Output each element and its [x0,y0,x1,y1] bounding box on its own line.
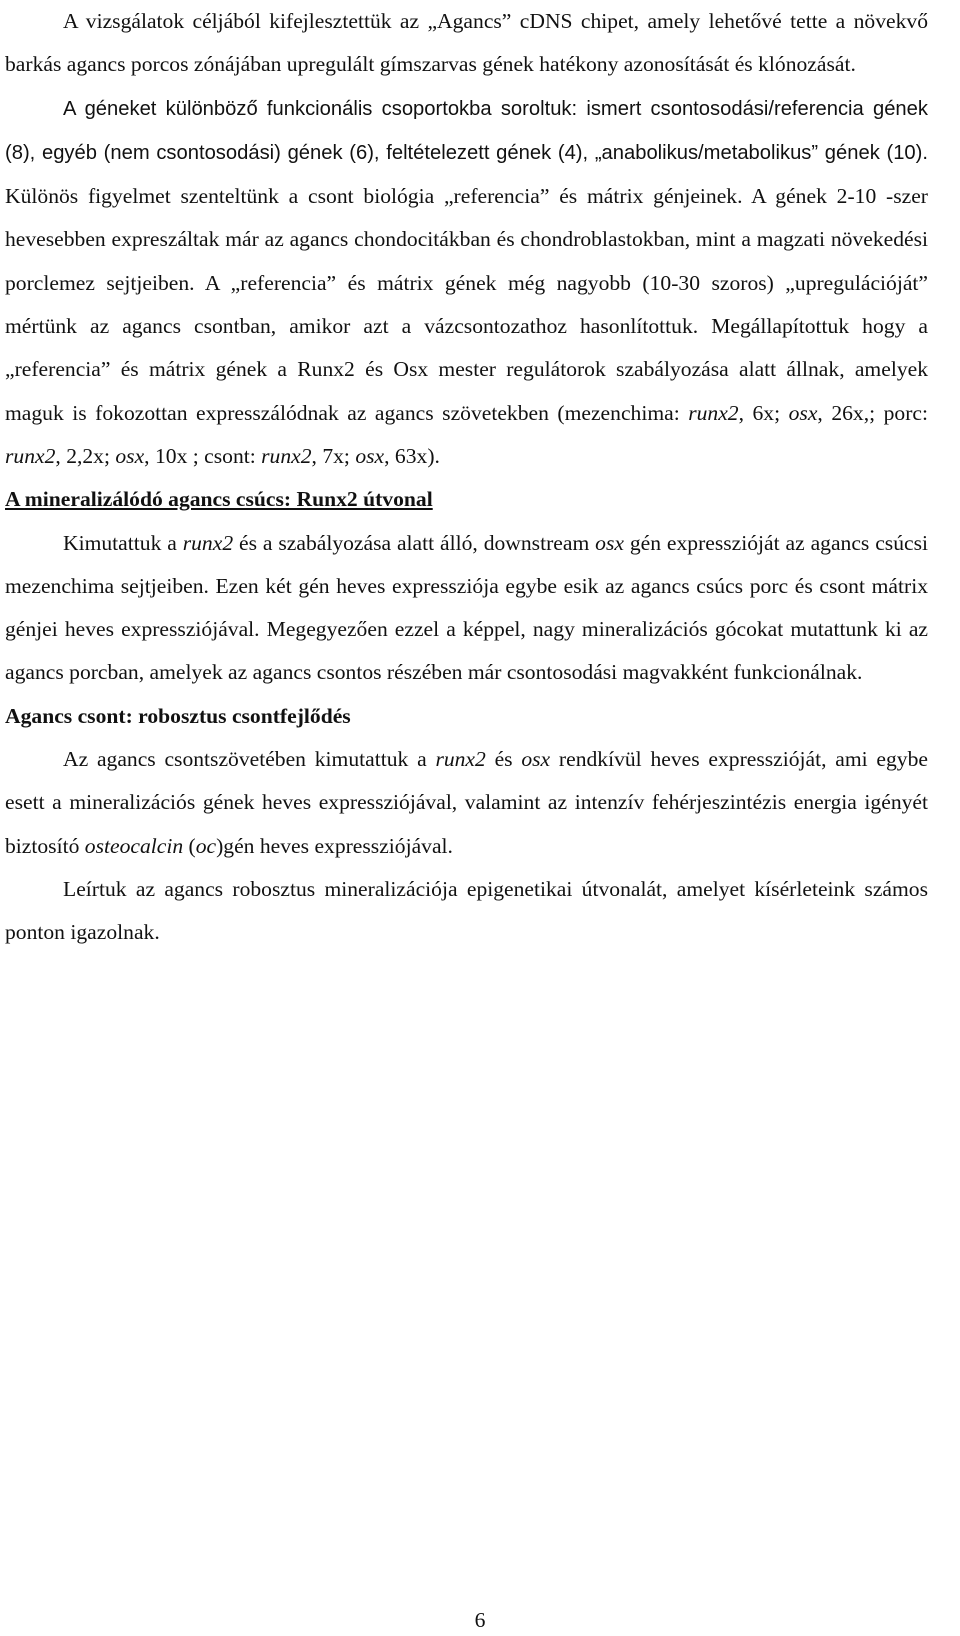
gene-name: osx [355,443,385,468]
paragraph-text-sans: A géneket különböző funkcionális csoportokba soroltuk: ismert csontosodási/referencia gének (8), egyéb (nem csontosodási) gének (6), feltételezett gének (4), „anabolikus/metabolikus” gének (10). [5,97,928,164]
paragraph-conclusion: Leírtuk az agancs robosztus mineralizációja epigenetikai útvonalát, amelyet kísérleteink számos ponton igazolnak. [5,876,928,945]
paragraph-runx2-pathway [5,522,928,695]
paragraph-text: )gén heves expressziójával. [216,833,453,858]
gene-name: osx [115,443,145,468]
paragraph-antler-bone [5,738,928,868]
paragraph-text: és [485,747,522,772]
paragraph-text: rendkívül heves expresszióját, ami egybe esett a mineralizációs gének heves expressziójával, valamint az intenzív fehérjeszintézis energia igényét biztosító [5,747,928,858]
gene-name: osx [788,400,818,425]
paragraph-text: , 26x,; porc: [817,400,928,425]
gene-name: runx2 [688,400,739,425]
gene-name: runx2 [5,443,56,468]
document-page [5,0,928,955]
paragraph-text: gén expresszióját az agancs csúcsi mezenchima sejtjeiben. Ezen két gén heves expressziója egybe esik az agancs csúcs porc és csont mátrix génjei heves expressziójával. Megegyezően ezzel a képpel, nagy mineralizációs gócokat mutattunk ki az agancs porcban, amelyek az agancs csontos részében már csontosodási magvakként funkcionálnak. [5,530,928,685]
paragraph-text: Különös figyelmet szenteltünk a csont biológia „referencia” és mátrix génjeinek. A gének 2-10 -szer hevesebben expreszáltak már az agancs chondocitákban és chondroblastokban, mint a magzati növekedési porclemez sejtjeiben. A „referencia” és mátrix gének még nagyobb (10-30 szoros) „upregulációját” mértünk az agancs csontban, amikor azt a vázcsontozathoz hasonlítottuk. Megállapítottuk hogy a „referencia” és mátrix gének a Runx2 és Osx mester regulátorok szabályozása alatt állnak, amelyek maguk is fokozottan expresszálódnak az agancs szövetekben (mezenchima: [5,184,928,425]
paragraph-text: ( [183,833,196,858]
paragraph-text: , 2,2x; [55,443,116,468]
paragraph-text: Kimutattuk a [63,530,183,555]
paragraph-text: A vizsgálatok céljából kifejlesztettük az „Agancs” cDNS chipet, amely lehetővé tette a növekvő barkás agancs porcos zónájában upregulált gímszarvas gének hatékony azonosítását és klónozását. [5,9,928,77]
section-heading-runx2: A mineralizálódó agancs csúcs: Runx2 útvonal [5,487,433,512]
paragraph-text: Az agancs csontszövetében kimutattuk a [63,747,436,772]
paragraph-gene-groups [5,87,928,479]
paragraph-intro [5,0,928,87]
gene-name: runx2 [261,443,312,468]
gene-name: runx2 [435,747,486,772]
gene-name: osx [521,747,551,772]
gene-name: oc [195,833,217,858]
paragraph-text: , 7x; [311,443,356,468]
gene-name: osteocalcin [84,833,184,858]
paragraph-text: , 6x; [738,400,789,425]
gene-name: osx [595,530,624,555]
paragraph-text: , 10x ; csont: [144,443,262,468]
paragraph-text: , 63x). [384,443,440,468]
page-number: 6 [474,1608,486,1632]
section-heading-antler-bone: Agancs csont: robosztus csontfejlődés [5,703,351,728]
paragraph-text: és a szabályozása alatt álló, downstream [233,530,596,555]
gene-name: runx2 [182,530,234,555]
